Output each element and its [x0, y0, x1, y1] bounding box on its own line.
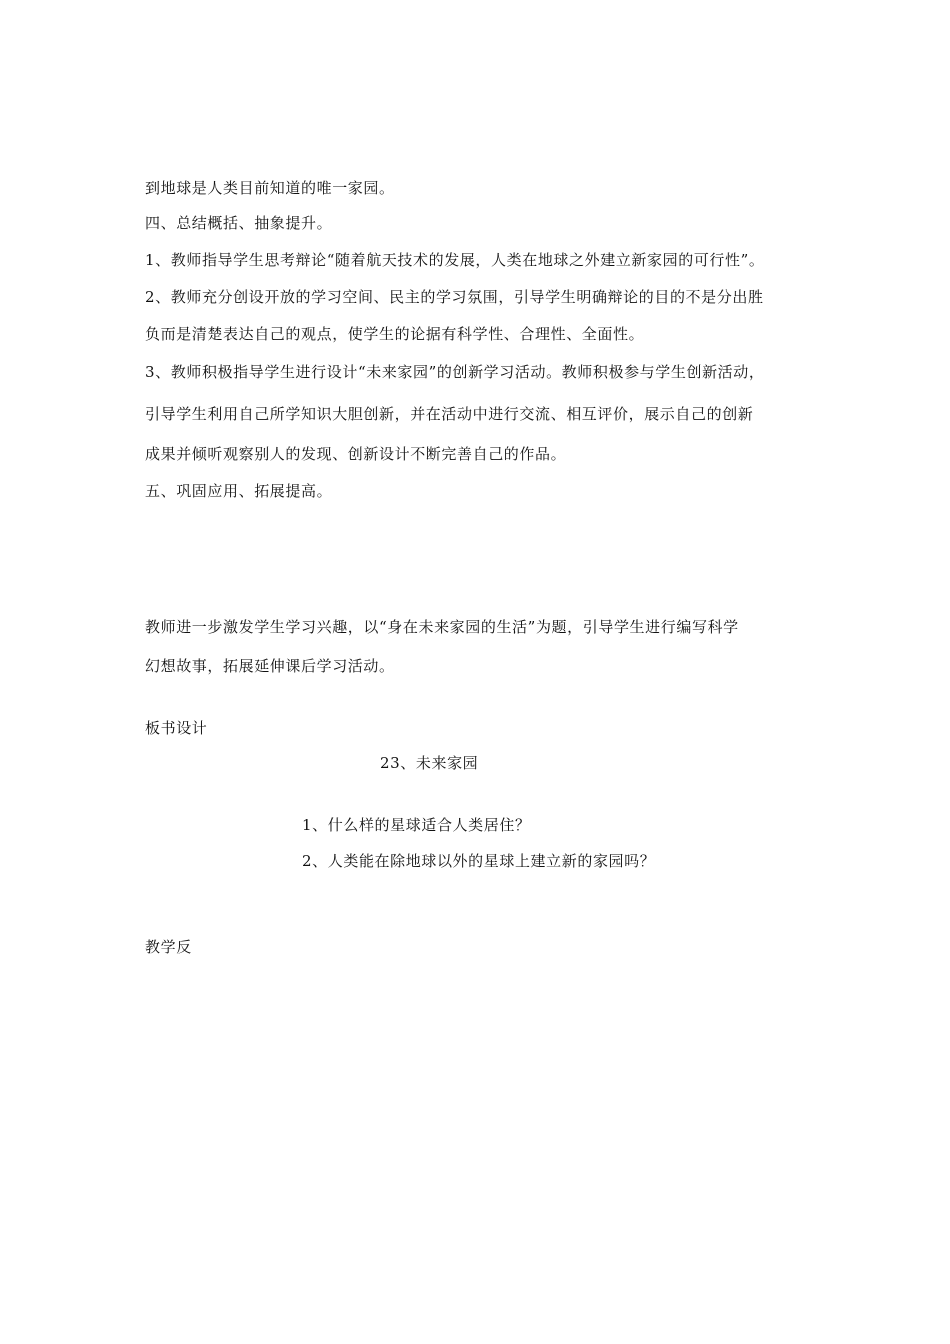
list-item-2-line-2: 负而是清楚表达自己的观点，使学生的论据有科学性、合理性、全面性。 [145, 325, 645, 343]
paragraph-line-2: 幻想故事，拓展延伸课后学习活动。 [145, 657, 395, 675]
teaching-reflection-heading: 教学反 [145, 938, 192, 956]
section-heading-apply: 五、巩固应用、拓展提高。 [145, 482, 333, 500]
board-item-2: 2、人类能在除地球以外的星球上建立新的家园吗？ [302, 852, 656, 870]
board-title: 23、未来家园 [380, 754, 479, 772]
board-item-1: 1、什么样的星球适合人类居住？ [302, 816, 531, 834]
list-item-3-line-3: 成果并倾听观察别人的发现、创新设计不断完善自己的作品。 [145, 445, 567, 463]
list-item-2-line-1: 2、教师充分创设开放的学习空间、民主的学习氛围，引导学生明确辩论的目的不是分出胜 [145, 288, 764, 306]
list-item-3-line-2: 引导学生利用自己所学知识大胆创新，并在活动中进行交流、相互评价，展示自己的创新 [145, 405, 754, 423]
board-design-heading: 板书设计 [145, 719, 208, 737]
text-line-intro: 到地球是人类目前知道的唯一家园。 [145, 179, 395, 197]
list-item-3-line-1: 3、教师积极指导学生进行设计“未来家园”的创新学习活动。教师积极参与学生创新活动， [145, 363, 765, 381]
section-heading-summary: 四、总结概括、抽象提升。 [145, 214, 333, 232]
list-item-1: 1、教师指导学生思考辩论“随着航天技术的发展，人类在地球之外建立新家园的可行性”。 [145, 251, 765, 269]
paragraph-line-1: 教师进一步激发学生学习兴趣，以“身在未来家园的生活”为题，引导学生进行编写科学 [145, 618, 739, 636]
